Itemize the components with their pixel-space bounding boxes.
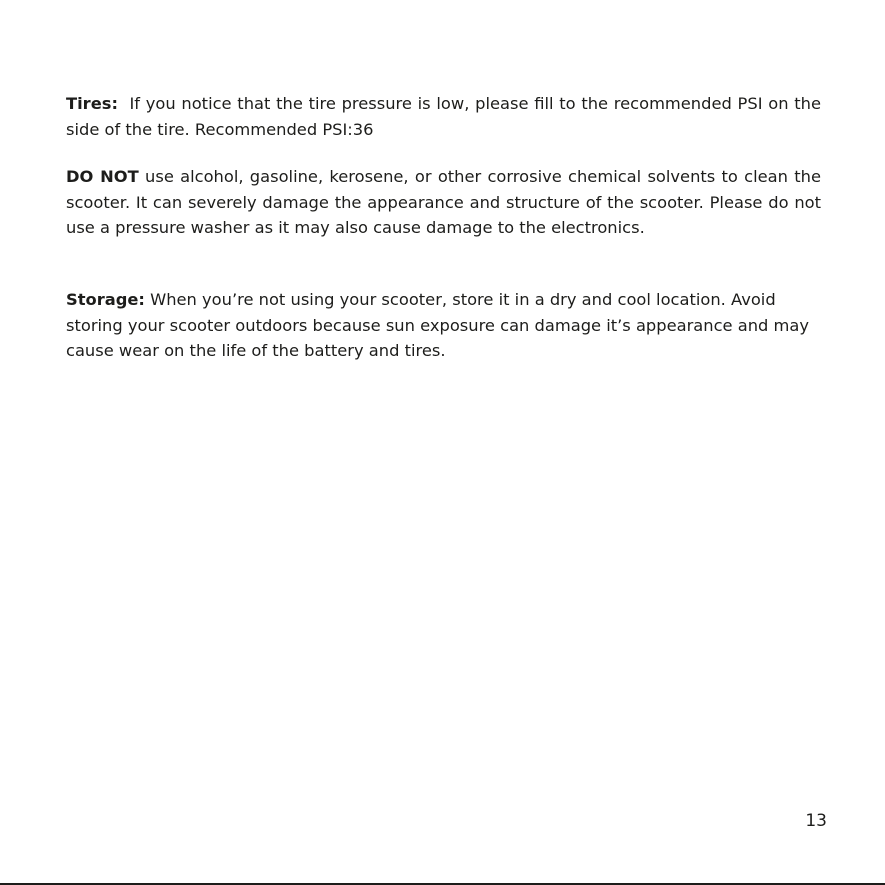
storage-label: Storage: [66,290,145,309]
tires-text: If you notice that the tire pressure is low, please fill to the recommended PSI on the side of the tire. Recommended PSI:36 [66,94,822,139]
tires-label: Tires: [66,94,118,113]
tires-paragraph [66,91,821,142]
storage-paragraph [66,287,821,364]
do-not-text: use alcohol, gasoline, kerosene, or other corrosive chemical solvents to clean the scooter. It can severely damage the appearance and structure of the scooter. Please do not use a pressure washer as it may also cause damage to the electronics. [66,167,821,237]
do-not-label: DO NOT [66,167,139,186]
do-not-paragraph [66,164,821,241]
page-number: 13 [805,811,827,831]
storage-text: When you’re not using your scooter, store it in a dry and cool location. Avoid storing your scooter outdoors because sun exposure can damage it’s appearance and may cause wear on the life of the battery and tires. [66,290,810,360]
